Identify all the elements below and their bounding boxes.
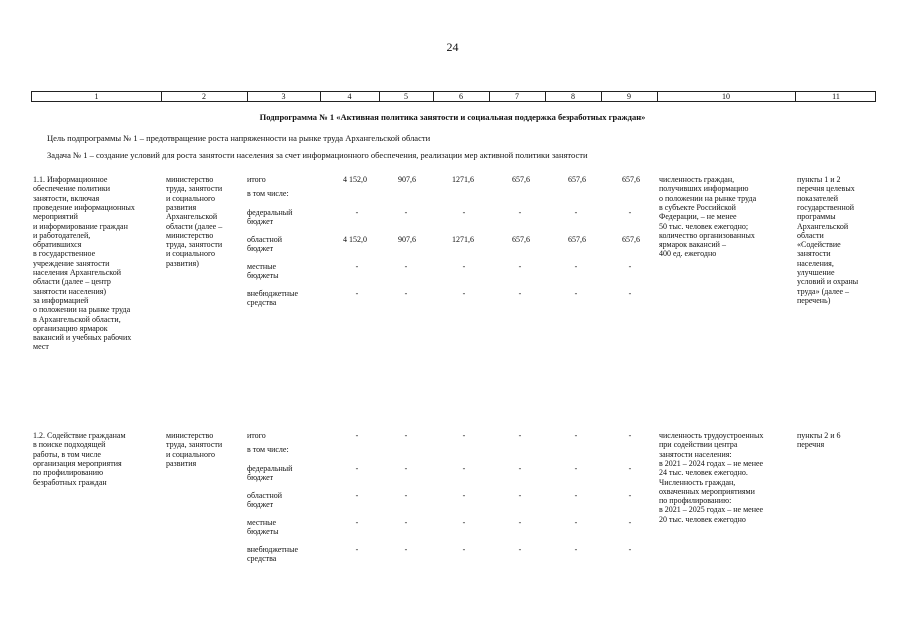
column-number: 4 (347, 92, 352, 101)
expected-result-line: Численность граждан, (659, 477, 736, 487)
indicator-link-line: пункты 2 и 6 (797, 431, 841, 440)
funding-value: - (462, 262, 466, 271)
funding-value: - (355, 431, 359, 440)
funding-value: - (462, 431, 466, 440)
executor-line: Архангельской (166, 212, 218, 222)
expected-result-line: в 2021 – 2024 годах – не менее (659, 458, 764, 468)
funding-value: - (404, 289, 408, 298)
measure-name-line: вакансий и учебных рабочих (33, 333, 132, 343)
funding-value: - (628, 431, 632, 440)
funding-source-label: внебюджетные (247, 289, 298, 298)
funding-value: - (518, 491, 522, 500)
indicator-link-line: улучшение (797, 268, 835, 277)
measure-name-line: о положении на рынке труда (33, 305, 131, 315)
indicator-link-line: «Содействие (797, 240, 841, 250)
funding-value: - (628, 545, 632, 554)
funding-value: 657,6 (568, 175, 586, 184)
indicator-link-line: перечня целевых (797, 184, 855, 194)
funding-source-label: внебюджетные (247, 545, 298, 554)
funding-value: - (355, 545, 359, 554)
funding-value: 657,6 (622, 235, 640, 244)
indicator-link-line: перечня (797, 440, 825, 450)
funding-value: - (462, 491, 466, 500)
funding-value: - (355, 518, 359, 527)
funding-value: - (518, 208, 522, 217)
funding-source-label: средства (247, 298, 277, 308)
column-number: 10 (722, 92, 730, 101)
indicator-link-line: показателей (797, 193, 838, 203)
executor-line: министерство (166, 175, 214, 184)
executor-line: развития) (166, 258, 199, 268)
indicator-link-line: программы (797, 212, 836, 222)
column-number: 3 (281, 92, 286, 101)
measure-name-line: безработных граждан (33, 477, 107, 487)
measure-name-line: области (далее – центр (33, 277, 111, 287)
funding-value: - (404, 545, 408, 554)
measure-name-line: организацию ярмарок (33, 323, 108, 333)
expected-result-line: по профилированию: (659, 496, 732, 506)
measure-name-line: в Архангельской области, (33, 314, 121, 324)
executor-line: развития (166, 458, 197, 468)
executor-line: труда, занятости (166, 240, 223, 250)
measure-name-line: в поиске подходящей (33, 440, 106, 450)
funding-value: - (355, 464, 359, 473)
executor-line: министерство (166, 230, 214, 240)
funding-source-label: бюджет (247, 244, 274, 254)
funding-value: 657,6 (622, 175, 640, 184)
funding-value: - (518, 518, 522, 527)
indicator-link-line: условий и охраны (797, 277, 859, 287)
expected-result-line: численность граждан, (659, 175, 735, 184)
funding-value: 907,6 (398, 175, 416, 184)
funding-source-label: федеральный (247, 208, 293, 217)
funding-value: - (628, 518, 632, 527)
indicator-link-line: перечень) (797, 295, 831, 305)
expected-result-line: численность трудоустроенных (659, 431, 764, 440)
measure-name-line: в государственное (33, 249, 96, 259)
funding-value: - (574, 262, 578, 271)
column-number: 11 (832, 92, 840, 101)
measure-name-line: проведение информационных (33, 202, 135, 212)
executor-line: и социального (166, 193, 216, 203)
funding-value: - (355, 289, 359, 298)
measure-name-line: по профилированию (33, 468, 104, 478)
funding-value: - (404, 208, 408, 217)
funding-source-label: бюджет (247, 473, 274, 483)
indicator-link-line: пункты 1 и 2 (797, 175, 841, 184)
measure-name-line: 1.2. Содействие гражданам (33, 431, 126, 440)
funding-value: - (462, 289, 466, 298)
indicator-link-line: области (797, 230, 824, 240)
expected-result-line: в субъекте Российской (659, 202, 736, 212)
funding-source-label: областной (247, 491, 283, 500)
funding-value: - (355, 208, 359, 217)
funding-value: - (574, 208, 578, 217)
funding-value: 907,6 (398, 235, 416, 244)
executor-line: области (далее – (166, 221, 223, 231)
funding-value: 657,6 (512, 235, 530, 244)
measure-name-line: занятости, включая (33, 193, 100, 203)
executor-line: труда, занятости (166, 184, 223, 194)
funding-source-label: бюджет (247, 500, 274, 510)
expected-result-line: 400 ед. ежегодно (659, 249, 717, 259)
funding-source-label: средства (247, 554, 277, 564)
funding-value: - (628, 208, 632, 217)
funding-source-label: областной (247, 235, 283, 244)
funding-value: - (462, 545, 466, 554)
expected-result-line: 24 тыс. человек ежегодно. (659, 468, 748, 478)
executor-line: и социального (166, 249, 216, 259)
indicator-link-line: труда» (далее – (797, 286, 850, 296)
measure-name-line: работы, в том числе (33, 449, 101, 459)
indicator-link-line: государственной (797, 202, 855, 212)
funding-value: - (628, 464, 632, 473)
measure-name-line: и информирование граждан (33, 221, 128, 231)
funding-value: - (574, 545, 578, 554)
funding-value: - (462, 464, 466, 473)
funding-source-label: местные (247, 518, 277, 527)
expected-result-line: ярмарок вакансий – (659, 240, 726, 250)
funding-value: 657,6 (568, 235, 586, 244)
funding-value: - (355, 262, 359, 271)
funding-value: - (518, 262, 522, 271)
expected-result-line: 20 тыс. человек ежегодно (659, 514, 746, 524)
expected-result-line: в 2021 – 2025 годах – не менее (659, 505, 764, 515)
funding-value: 657,6 (512, 175, 530, 184)
funding-value: - (628, 289, 632, 298)
column-number: 5 (404, 92, 408, 101)
funding-source-label: бюджеты (247, 271, 279, 281)
funding-value: - (404, 491, 408, 500)
expected-result-line: 50 тыс. человек ежегодно; (659, 221, 749, 231)
funding-source-label: в том числе: (247, 189, 289, 198)
subprogram-goal: Цель подпрограммы № 1 – предотвращение роста напряженности на рынке труда Архангельской области (47, 133, 431, 143)
funding-value: - (574, 289, 578, 298)
funding-source-label: итого (247, 175, 266, 184)
funding-value: - (462, 518, 466, 527)
funding-value: - (404, 262, 408, 271)
page-number: 24 (446, 40, 459, 54)
measure-name-line: мест (33, 342, 49, 352)
expected-result-line: о положении на рынке труда (659, 193, 757, 203)
funding-value: - (574, 431, 578, 440)
funding-source-label: в том числе: (247, 445, 289, 454)
column-number: 9 (627, 92, 631, 101)
funding-value: 4 152,0 (343, 175, 367, 184)
funding-source-label: бюджеты (247, 527, 279, 537)
measure-name-line: 1.1. Информационное (33, 175, 108, 184)
measure-name-line: мероприятий (33, 212, 78, 222)
funding-source-label: итого (247, 431, 266, 440)
expected-result-line: занятости населения: (659, 449, 732, 459)
funding-value: - (574, 464, 578, 473)
executor-line: труда, занятости (166, 440, 223, 450)
column-number: 8 (571, 92, 575, 101)
funding-value: - (518, 464, 522, 473)
funding-value: - (518, 431, 522, 440)
measure-name-line: за информацией (33, 295, 89, 305)
funding-source-label: местные (247, 262, 277, 271)
funding-value: - (574, 518, 578, 527)
funding-value: 1271,6 (452, 175, 474, 184)
measure-name-line: занятости населения) (33, 286, 107, 296)
funding-value: - (574, 491, 578, 500)
measure-name-line: учреждение занятости (33, 258, 110, 268)
funding-source-label: бюджет (247, 217, 274, 227)
funding-value: 1271,6 (452, 235, 474, 244)
column-number: 6 (459, 92, 463, 101)
funding-value: - (518, 545, 522, 554)
funding-value: - (462, 208, 466, 217)
column-number: 2 (202, 92, 206, 101)
subprogram-title: Подпрограмма № 1 «Активная политика занятости и социальная поддержка безработных граждан» (259, 112, 646, 122)
measure-name-line: обеспечение политики (33, 184, 110, 194)
executor-line: и социального (166, 449, 216, 459)
expected-result-line: Федерации, – не менее (659, 212, 737, 222)
funding-value: - (628, 262, 632, 271)
expected-result-line: получивших информацию (659, 184, 749, 194)
funding-value: - (628, 491, 632, 500)
funding-value: - (404, 464, 408, 473)
funding-source-label: федеральный (247, 464, 293, 473)
funding-value: 4 152,0 (343, 235, 367, 244)
measure-name-line: населения Архангельской (33, 268, 121, 277)
column-number: 7 (515, 92, 519, 101)
funding-value: - (518, 289, 522, 298)
indicator-link-line: занятости (797, 249, 831, 259)
column-number: 1 (94, 92, 99, 101)
expected-result-line: охваченных мероприятиями (659, 486, 755, 496)
executor-line: развития (166, 202, 197, 212)
subprogram-task: Задача № 1 – создание условий для роста занятости населения за счет информационного обеспечения, реализации мер активной политики занятости (47, 150, 588, 160)
funding-value: - (404, 518, 408, 527)
indicator-link-line: Архангельской (797, 221, 849, 231)
executor-line: министерство (166, 431, 214, 440)
column-number-header (31, 91, 876, 102)
measure-name-line: обратившихся (33, 240, 82, 250)
indicator-link-line: населения, (797, 258, 834, 268)
measure-name-line: и работодателей, (33, 230, 91, 240)
expected-result-line: количество организованных (659, 230, 755, 240)
funding-value: - (404, 431, 408, 440)
expected-result-line: при содействии центра (659, 440, 738, 450)
measure-name-line: организация мероприятия (33, 458, 122, 468)
funding-value: - (355, 491, 359, 500)
